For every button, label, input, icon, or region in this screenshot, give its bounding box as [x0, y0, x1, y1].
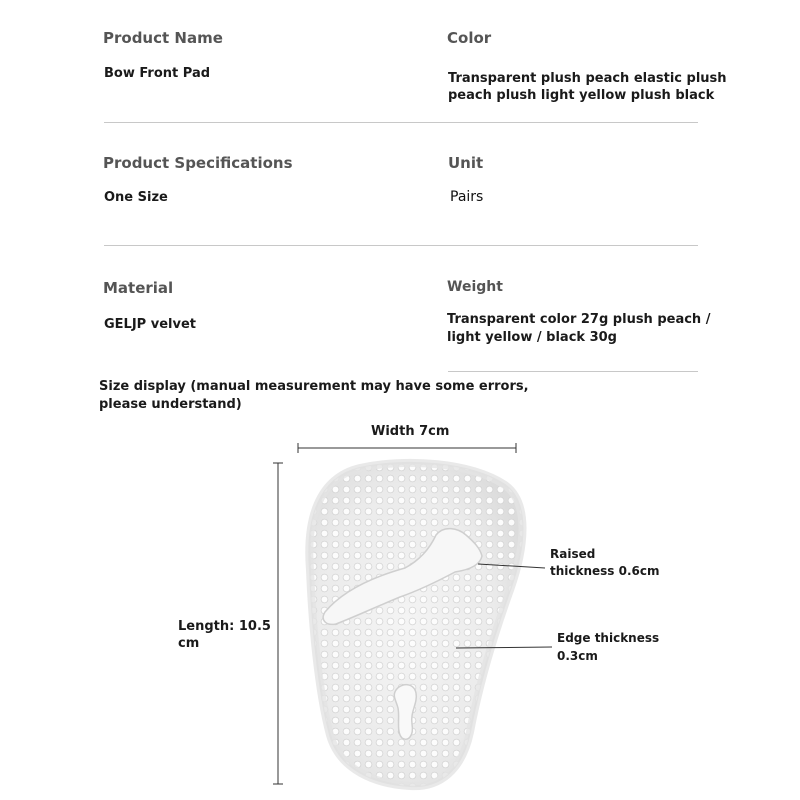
raised-thickness-line2: thickness 0.6cm [550, 564, 660, 578]
unit-value: Pairs [450, 189, 484, 205]
size-display-note-line1: Size display (manual measurement may have some errors, [99, 379, 529, 394]
specifications-label: Product Specifications [103, 154, 293, 172]
product-name-value: Bow Front Pad [104, 66, 211, 81]
color-value-line1: Transparent plush peach elastic plush [448, 71, 727, 86]
product-name-label: Product Name [103, 29, 223, 47]
edge-thickness-line1: Edge thickness [557, 631, 660, 645]
specifications-value: One Size [104, 190, 168, 205]
unit-label: Unit [448, 154, 484, 172]
pad-shape [300, 455, 540, 795]
length-dimension-line [273, 463, 283, 784]
length-label-line2: cm [178, 636, 200, 651]
edge-thickness-line2: 0.3cm [557, 649, 598, 663]
raised-thickness-line1: Raised [550, 547, 596, 561]
material-label: Material [103, 279, 174, 297]
material-value: GELJP velvet [104, 317, 196, 332]
color-value-line2: peach plush light yellow plush black [448, 88, 715, 103]
weight-value-line2: light yellow / black 30g [447, 330, 617, 345]
size-display-note-line2: please understand) [99, 397, 242, 412]
width-dimension-line [298, 443, 516, 453]
weight-value-line1: Transparent color 27g plush peach / [447, 312, 711, 327]
width-label: Width 7cm [371, 424, 450, 439]
weight-label: Weight [447, 279, 503, 295]
length-label-line1: Length: 10.5 [178, 619, 271, 634]
color-label: Color [447, 29, 492, 47]
